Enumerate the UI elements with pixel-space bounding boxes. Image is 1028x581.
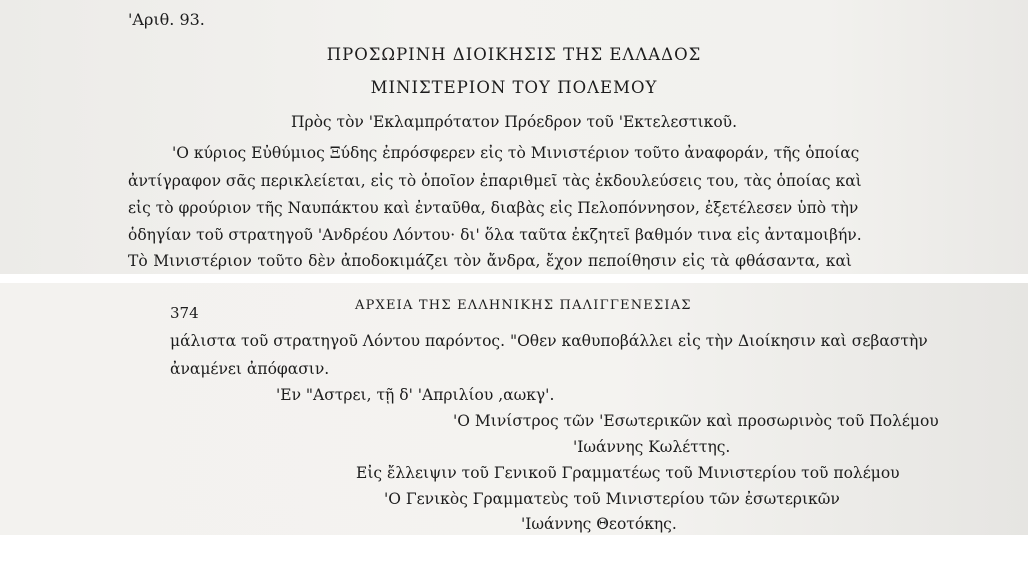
document-number: 'Αριθ. 93. — [128, 10, 205, 29]
signature-absence-note: Εἰς ἔλλειψιν τοῦ Γενικοῦ Γραμματέως τοῦ Μινιστερίου τοῦ πολέμου — [356, 464, 900, 482]
body-line: Τὸ Μινιστέριον τοῦτο δὲν ἀποδοκιμάζει τὸν ἄνδρα, ἔχον πεποίθησιν εἰς τὰ φθάσαντα, καὶ — [128, 252, 852, 270]
body-line: ἀναμένει ἀπόφασιν. — [170, 360, 330, 378]
top-page-scan — [0, 0, 1028, 274]
page-number: 374 — [170, 304, 199, 322]
place-date-line: 'Εν "Αστρει, τῇ δ' 'Απριλίου ,αωκγ'. — [276, 386, 555, 404]
body-line: μάλιστα τοῦ στρατηγοῦ Λόντου παρόντος. "Οθεν καθυποβάλλει εἰς τὴν Διοίκησιν καὶ σεβαστὴν — [170, 332, 928, 350]
signature-title-secretary: 'Ο Γενικὸς Γραμματεὺς τοῦ Μινιστερίου τῶν ἐσωτερικῶν — [384, 490, 840, 508]
body-line: εἰς τὸ φρούριον τῆς Ναυπάκτου καὶ ἐνταῦθα, διαβὰς εἰς Πελοπόννησον, ἐξετέλεσεν ὑπὸ τὴν — [128, 199, 859, 217]
addressee-line: Πρὸς τὸν 'Εκλαμπρότατον Πρόεδρον τοῦ 'Εκτελεστικοῦ. — [290, 113, 738, 131]
body-line: ἀντίγραφον σᾶς περικλείεται, εἰς τὸ ὁποῖον ἐπαριθμεῖ τὰς ἐκδουλεύσεις του, τὰς ὁποίας καὶ — [128, 172, 862, 190]
signature-name-kolettis: 'Ιωάννης Κωλέττης. — [573, 438, 731, 456]
body-line: 'Ο κύριος Εὐθύμιος Ξύδης ἐπρόσφερεν εἰς τὸ Μινιστέριον τοῦτο ἀναφοράν, τῆς ὁποίας — [172, 144, 860, 162]
bottom-page-scan — [0, 283, 1028, 535]
running-head: ΑΡΧΕΙΑ ΤΗΣ ΕΛΛΗΝΙΚΗΣ ΠΑΛΙΓΓΕΝΕΣΙΑΣ — [355, 298, 692, 313]
signature-name-theotokis: 'Ιωάννης Θεοτόκης. — [521, 515, 677, 533]
document-heading-government: ΠΡΟΣΩΡΙΝΗ ΔΙΟΙΚΗΣΙΣ ΤΗΣ ΕΛΛΑΔΟΣ — [326, 45, 702, 64]
body-line: ὁδηγίαν τοῦ στρατηγοῦ 'Ανδρέου Λόντου· δι' ὅλα ταῦτα ἐκζητεῖ βαθμόν τινα εἰς ἀνταμοιβήν. — [128, 226, 862, 244]
document-heading-ministry: ΜΙΝΙΣΤΕΡΙΟΝ ΤΟΥ ΠΟΛΕΜΟΥ — [370, 78, 658, 97]
signature-title-minister: 'Ο Μινίστρος τῶν 'Εσωτερικῶν καὶ προσωρινὸς τοῦ Πολέμου — [453, 412, 939, 430]
